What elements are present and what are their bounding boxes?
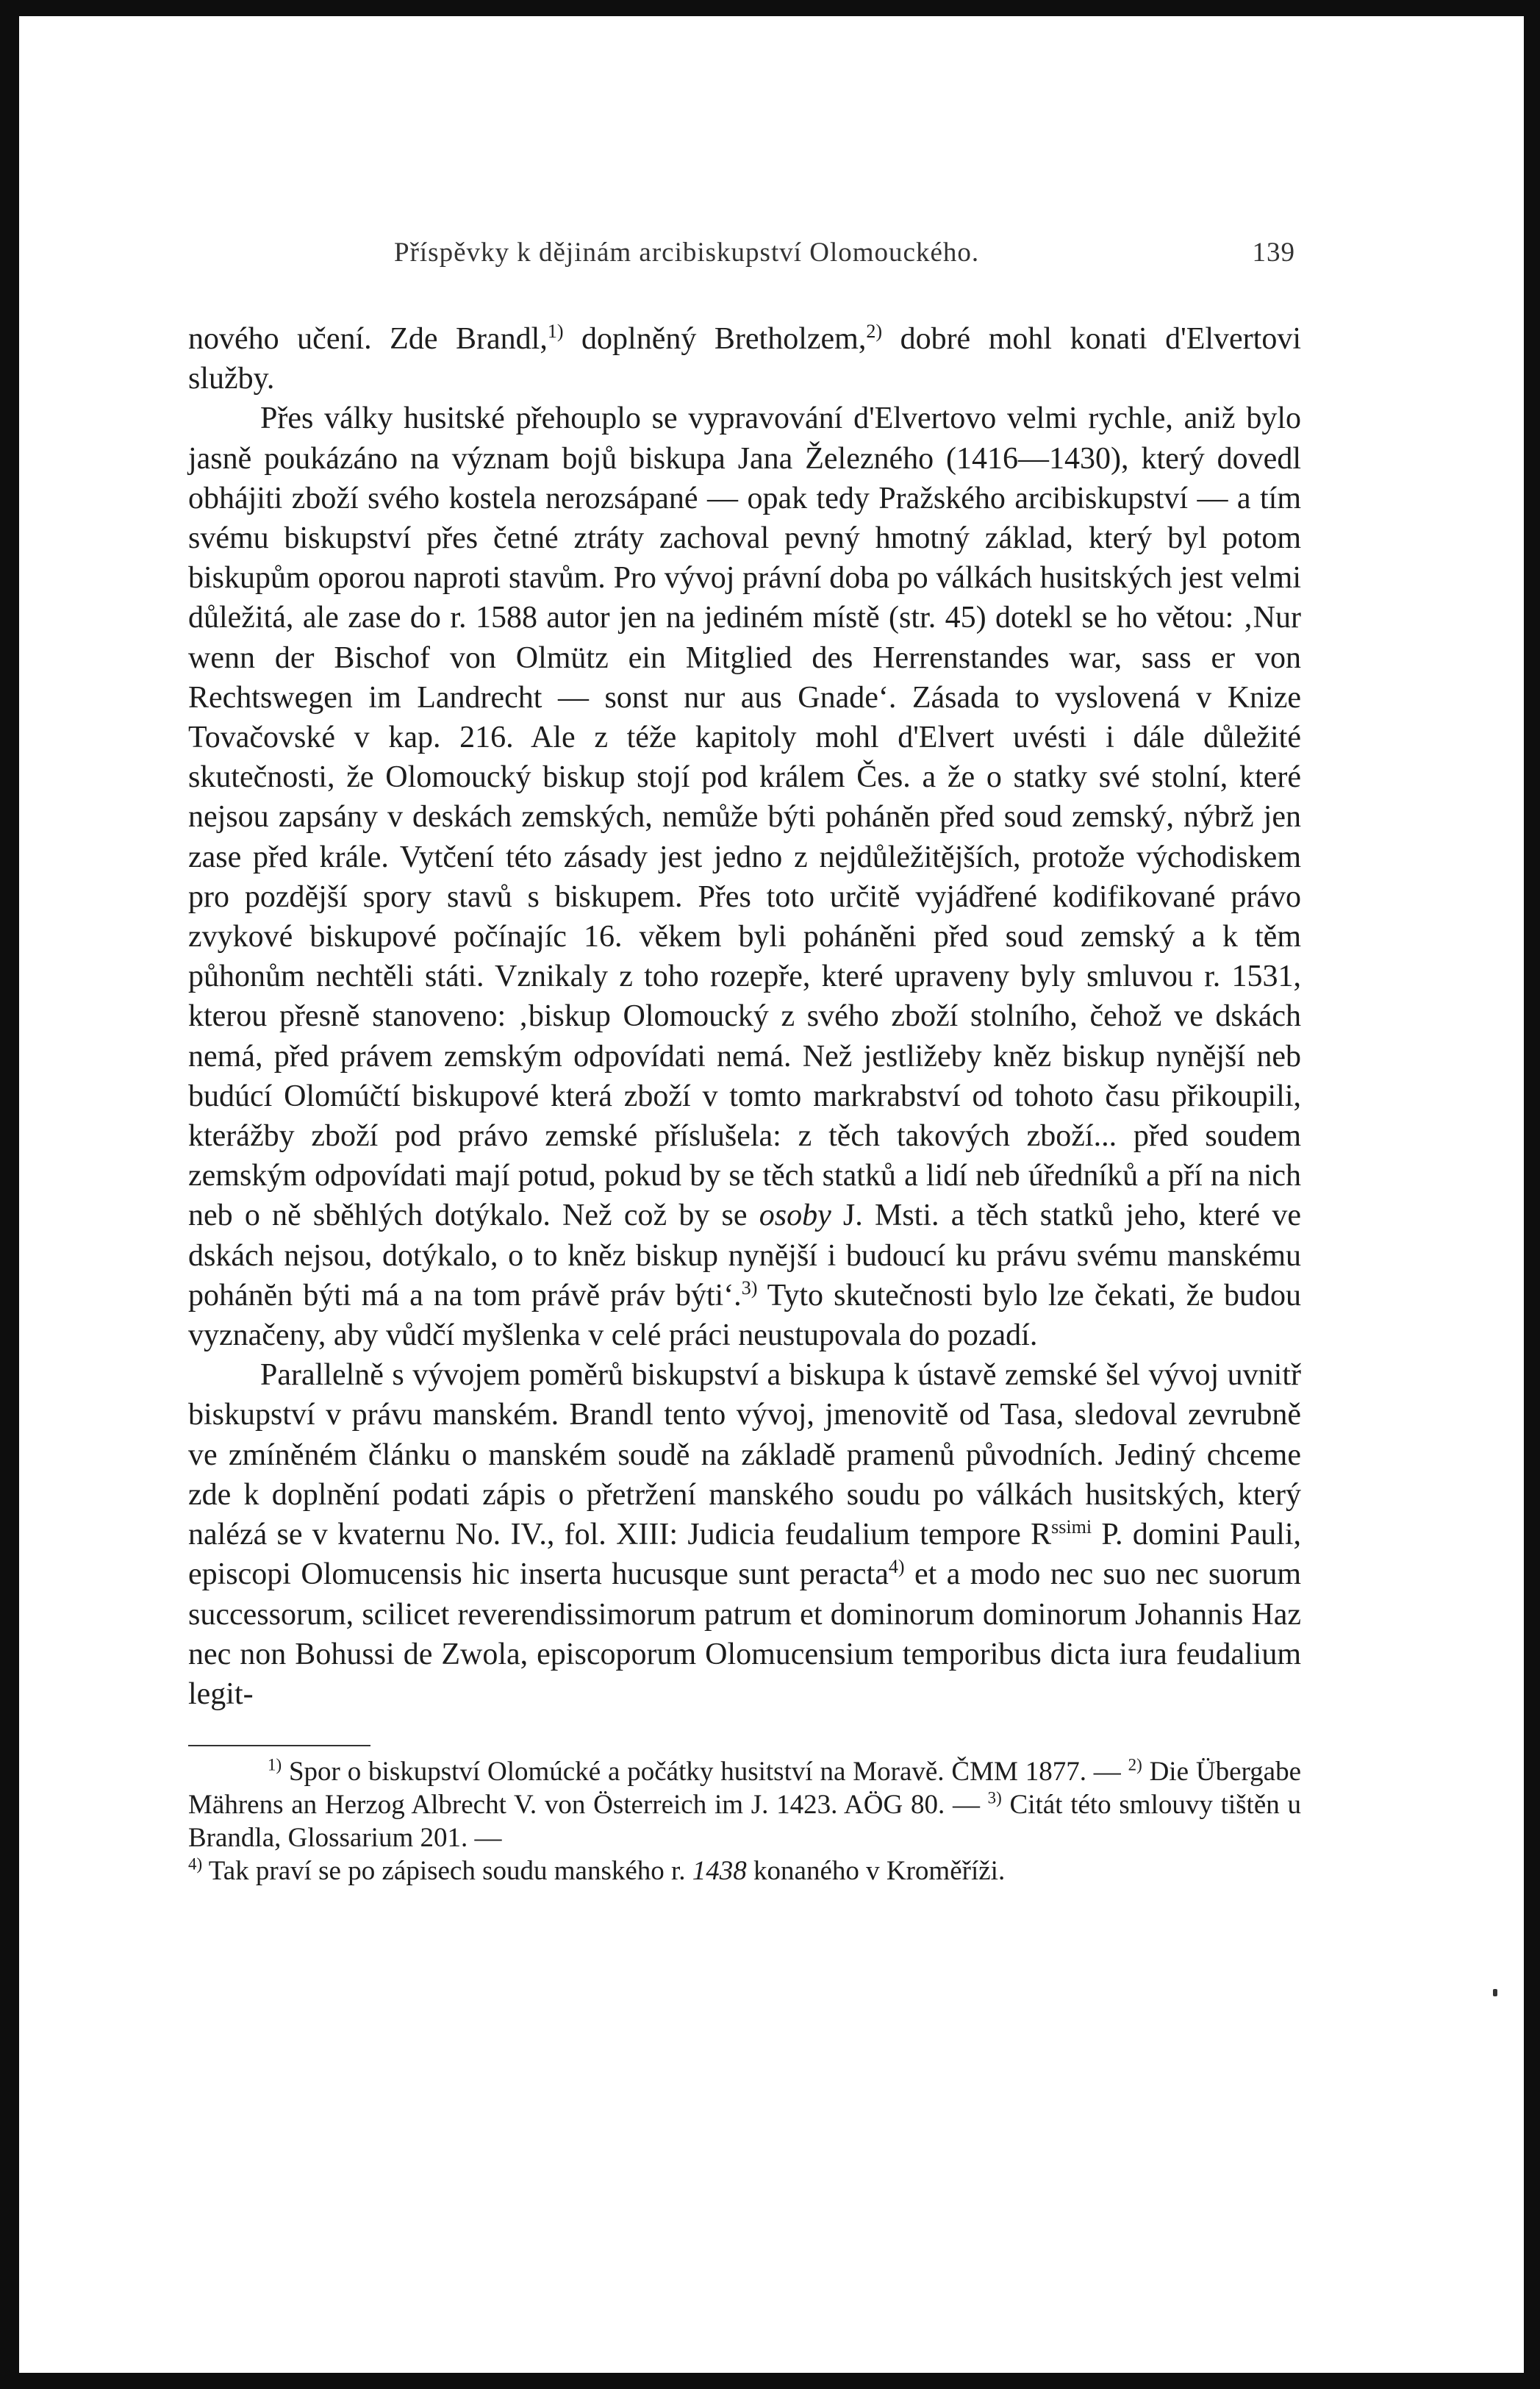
footnote-ref-1: 1) (547, 321, 564, 342)
footnote-3-text: Citát této smlouvy tištěn u Brandla, Glossarium 201. — (188, 1790, 1301, 1854)
italic-word-osoby: osoby (759, 1199, 831, 1233)
footnote-1-marker: 1) (268, 1755, 282, 1774)
paragraph-2 (188, 399, 1301, 1355)
footnotes-block (188, 1755, 1301, 1888)
book-page (188, 237, 1301, 1888)
paragraph-3-text-c: et a modo nec suo nec suorum successorum, scilicet reverendissimorum patrum et dominorum dominorum Johannis Haz nec non Bohussi de Zwola, episcoporum Olomucensium temporibus dicta iura feudalium legit- (188, 1557, 1301, 1711)
footnote-ref-3: 3) (741, 1276, 758, 1299)
paragraph-1-text-b: doplněný Bretholzem, (563, 322, 867, 356)
footnote-4-tail: konaného v Kroměříži. (746, 1856, 1006, 1887)
paragraph-1-text-a: nového učení. Zde Brandl, (188, 322, 548, 356)
paragraph-3-text-b: P. domini Pauli, episcopi Olomucensis hic inserta hucusque sunt peracta (188, 1518, 1301, 1592)
paragraph-2-text-c: Tyto skutečnosti bylo lze čekati, že budou vyznačeny, aby vůdčí myšlenka v celé práci neustupovala do pozadí. (188, 1278, 1302, 1353)
footnote-4-text: Tak praví se po zápisech soudu manského r. (202, 1856, 692, 1887)
footnote-2-text: Die Übergabe Mährens an Herzog Albrecht V. von Österreich im J. 1423. AÖG 80. — (188, 1757, 1301, 1821)
paragraph-3-text-a: Parallelně s vývojem poměrů biskupství a biskupa k ústavě zemské šel vývoj uvnitř biskupství v právu manském. Brandl tento vývoj, jmenovitě od Tasa, sledoval zevrubně ve zmíněném článku o manském soudě na základě pramenů původních. Jediný chceme zde k doplnění podati zápis o přetržení manského soudu po válkách husitských, který nalézá se v kvaternu No. IV., fol. XIII: Judicia feudalium tempore R (188, 1358, 1301, 1552)
footnotes (188, 1755, 1301, 1888)
footnote-2-marker: 2) (1128, 1755, 1142, 1774)
paragraph-2-text-b: J. Msti. a těch statků jeho, které ve dskách nejsou, dotýkalo, o to kněz biskup nynější i budoucí ku právu svému manskému pohánĕn býti má a na tom právě práv býti‘. (188, 1199, 1301, 1313)
footnote-4-year: 1438 (692, 1856, 747, 1887)
superscript-ssimi: ssimi (1051, 1516, 1092, 1538)
footnote-ref-2: 2) (866, 321, 883, 342)
paragraph-1 (188, 319, 1301, 399)
body-text (188, 319, 1301, 1714)
running-head-title: Příspěvky k dějinám arcibiskupství Olomouckého. (394, 238, 980, 268)
footnote-1-text: Spor o biskupství Olomúcké a počátky husitství na Moravě. ČMM 1877. — (282, 1757, 1128, 1788)
footnote-4-marker: 4) (188, 1854, 203, 1874)
running-header (188, 237, 1301, 281)
footnote-ref-4: 4) (888, 1556, 905, 1578)
footnote-divider (188, 1745, 370, 1746)
paragraph-3 (188, 1355, 1301, 1714)
paragraph-2-text-a: Přes války husitské přehouplo se vypravování d'Elvertovo velmi rychle, aniž bylo jasně poukázáno na význam bojů biskupa Jana Železného (1416—1430), který dovedl obhájiti zboží svého kostela nerozsápané — opak tedy Pražského arcibiskupství — a tím svému biskupství přes četné ztráty zachoval pevný hmotný základ, který byl potom biskupům oporou naproti stavům. Pro vývoj právní doba po válkách husitských jest velmi důležitá, ale zase do r. 1588 autor jen na jediném místě (str. 45) dotekl se ho větou: ‚Nur wenn der Bischof von Olmütz ein Mitglied des Herrenstandes war, sass er von Rechtswegen im Landrecht — sonst nur aus Gnade‘. Zásada to vyslovená v Knize Tovačovské v kap. 216. Ale z téže kapitoly mohl d'Elvert uvésti i dále důležité skutečnosti, že Olomoucký biskup stojí pod králem Čes. a že o statky své stolní, které nejsou zapsány v deskách zemských, nemůže býti pohánĕn před soud zemský, nýbrž jen zase před krále. Vytčení této zásady jest jedno z nejdůležitějších, protože východiskem pro pozdější spory stavů s biskupem. Přes toto určitě vyjádřené kodifikované právo zvykové biskupové počínajíc 16. věkem byli poháněni před soud zemský a k těm půhonům nechtěli státi. Vznikaly z toho rozepře, které upraveny byly smluvou r. 1531, kterou přesně stanoveno: ‚biskup Olomoucký z svého zboží stolního, čehož ve dskách nemá, před právem zemským odpovídati nemá. Než jestližeby kněz biskup nynější neb budúcí Olomúčtí biskupové která zboží v tomto markrabství od tohoto času přikoupili, kterážby zboží pod právo zemské příslušela: z těch takových zboží... před soudem zemským odpovídati mají potud, pokud by se těch statků a lidí neb úředníků a pří na nich neb o ně sběhlých dotýkalo. Než což by se (188, 401, 1301, 1233)
footnote-3-marker: 3) (987, 1788, 1002, 1807)
paragraph-1-text-c: dobré mohl konati d'Elvertovi služby. (188, 322, 1301, 396)
page-number: 139 (1252, 238, 1295, 268)
scan-speck (1493, 1989, 1497, 1996)
